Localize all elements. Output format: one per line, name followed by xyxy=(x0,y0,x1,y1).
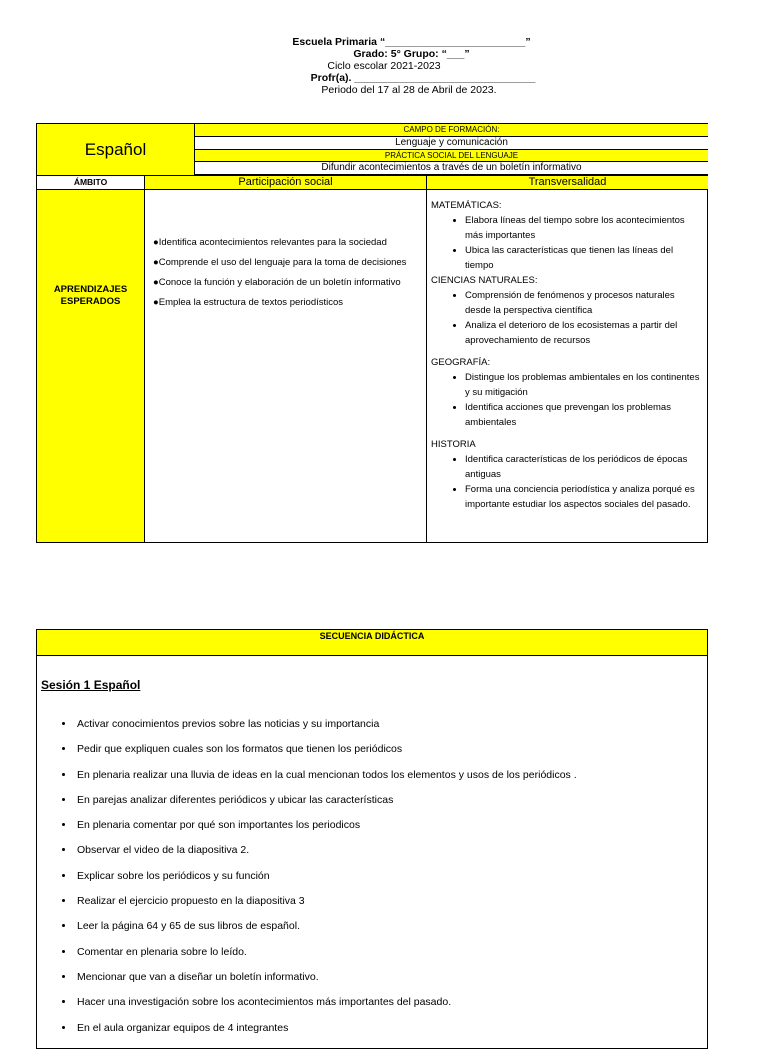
campo-value: Lenguaje y comunicación xyxy=(194,137,708,150)
transversal-items xyxy=(431,452,702,512)
activity-item: • Mencionar que van a diseñar un boletín informativo. xyxy=(75,965,577,990)
activity-item: • En plenaria realizar una lluvia de ideas en la cual mencionan todos los elementos y usos de los periódicos . xyxy=(75,763,577,788)
planning-table xyxy=(36,123,708,543)
practica-value: Difundir acontecimientos a través de un boletín informativo xyxy=(194,162,708,175)
session-activities xyxy=(37,712,577,1041)
aprendizajes-label xyxy=(37,190,145,542)
transversal-subject: GEOGRAFÍA: xyxy=(431,357,491,368)
period-line: Periodo del 17 al 28 de Abril de 2023. xyxy=(321,84,497,96)
school-line: Escuela Primaria “________________________” xyxy=(292,36,531,48)
activity-item: • En el aula organizar equipos de 4 integrantes xyxy=(75,1016,577,1041)
transversal-item: • Ubica las características que tienen las líneas del tiempo xyxy=(465,243,702,273)
aprendizaje-item: ●Conoce la función y elaboración de un boletín informativo xyxy=(153,277,401,288)
transversal-items xyxy=(431,213,702,273)
grade-group-line: Grado: 5° Grupo: “___” xyxy=(353,48,470,60)
session-heading: Sesión 1 Español xyxy=(41,678,141,692)
transversal-item: • Forma una conciencia periodística y analiza porqué es importante estudiar los aspectos sociales del pasado. xyxy=(465,482,702,512)
transversal-subject: MATEMÁTICAS: xyxy=(431,200,502,211)
aprendizaje-item: ●Comprende el uso del lenguaje para la toma de decisiones xyxy=(153,257,407,268)
transversal-subject: HISTORIA xyxy=(431,439,476,450)
transversal-item: • Identifica acciones que prevengan los problemas ambientales xyxy=(465,400,702,430)
aprendizaje-item: ●Emplea la estructura de textos periodísticos xyxy=(153,297,344,308)
transversal-items xyxy=(431,288,702,348)
practica-label: PRÁCTICA SOCIAL DEL LENGUAJE xyxy=(194,150,708,162)
activity-item: • Observar el video de la diapositiva 2. xyxy=(75,838,577,863)
aprendizajes-list xyxy=(145,190,427,542)
activity-item: • Pedir que expliquen cuales son los formatos que tienen los periódicos xyxy=(75,737,577,762)
secuencia-title: SECUENCIA DIDÁCTICA xyxy=(37,630,707,656)
campo-label: CAMPO DE FORMACIÓN: xyxy=(194,124,708,137)
activity-item: • Activar conocimientos previos sobre las noticias y su importancia xyxy=(75,712,577,737)
transversal-item: • Comprensión de fenómenos y procesos naturales desde la perspectiva científica xyxy=(465,288,702,318)
aprendizaje-item: ●Identifica acontecimientos relevantes para la sociedad xyxy=(153,237,387,248)
activity-item: • En parejas analizar diferentes periódicos y ubicar las características xyxy=(75,788,577,813)
teacher-line: Profr(a). _______________________________ xyxy=(310,72,536,84)
activity-item: • En plenaria comentar por qué son importantes los periodicos xyxy=(75,813,577,838)
activity-item: • Comentar en plenaria sobre lo leído. xyxy=(75,940,577,965)
activity-item: • Hacer una investigación sobre los acontecimientos más importantes del pasado. xyxy=(75,990,577,1015)
transversalidad-header: Transversalidad xyxy=(427,175,708,190)
transversal-item: • Analiza el deterioro de los ecosistemas a partir del aprovechamiento de recursos xyxy=(465,318,702,348)
activity-item: • Explicar sobre los periódicos y su función xyxy=(75,864,577,889)
transversal-item: • Distingue los problemas ambientales en los continentes y su mitigación xyxy=(465,370,702,400)
document-header xyxy=(0,36,768,96)
aprendizajes-label-text: APRENDIZAJES ESPERADOS xyxy=(53,284,128,307)
participacion-header: Participación social xyxy=(145,175,427,190)
transversal-items xyxy=(431,370,702,430)
secuencia-didactica xyxy=(36,629,708,1049)
school-year-line: Ciclo escolar 2021-2023 xyxy=(327,60,441,72)
transversal-subject: CIENCIAS NATURALES: xyxy=(431,275,538,286)
subject-cell: Español xyxy=(37,124,194,175)
transversalidad-list xyxy=(427,190,708,542)
ambito-header: ÁMBITO xyxy=(37,175,145,190)
transversal-item: • Identifica características de los periódicos de épocas antiguas xyxy=(465,452,702,482)
activity-item: • Realizar el ejercicio propuesto en la diapositiva 3 xyxy=(75,889,577,914)
transversal-item: • Elabora líneas del tiempo sobre los acontecimientos más importantes xyxy=(465,213,702,243)
activity-item: • Leer la página 64 y 65 de sus libros de español. xyxy=(75,914,577,939)
